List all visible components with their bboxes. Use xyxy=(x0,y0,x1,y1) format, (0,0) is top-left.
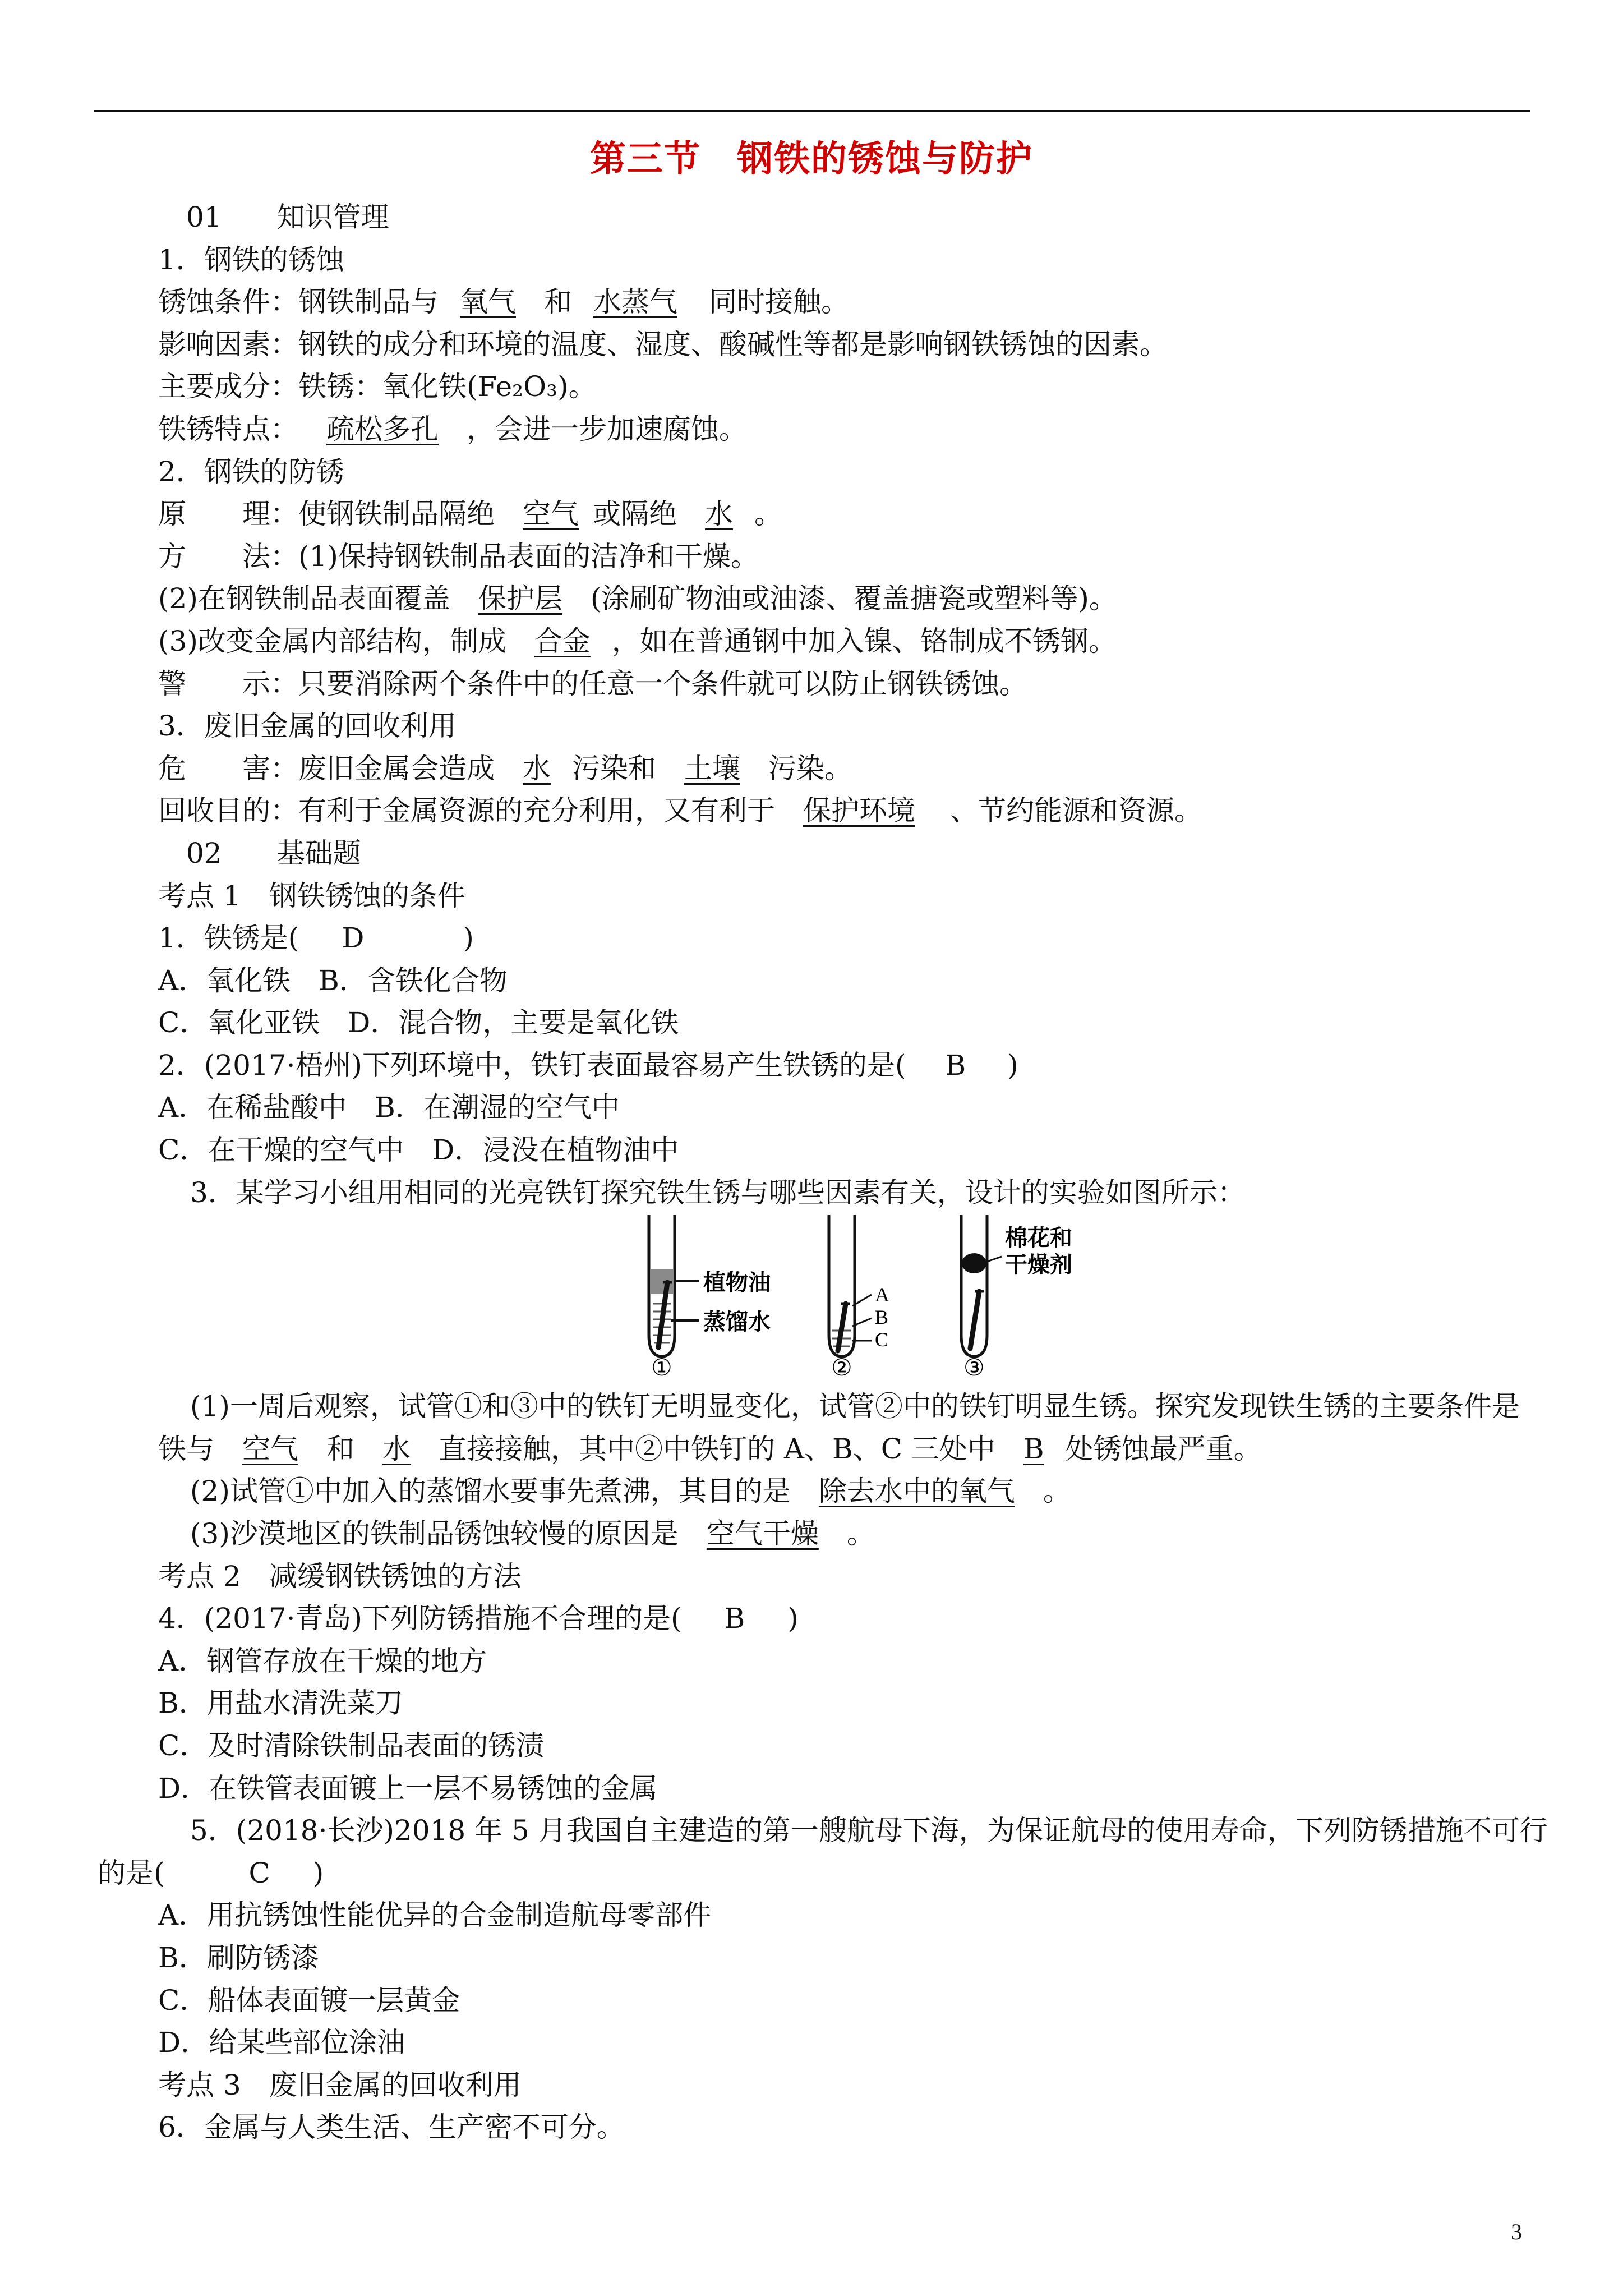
page-title xyxy=(0,130,1623,182)
answer-blank: B xyxy=(1023,1432,1044,1465)
cotton-desiccant xyxy=(962,1253,986,1273)
q3-part1-line2: 铁与 空气 和 水 直接接触，其中②中铁钉的 A、B、C 三处中 B 处锈蚀最严重。 xyxy=(158,1432,1262,1465)
answer-blank: 空气 xyxy=(242,1432,298,1465)
q5-option-a: A．用抗锈蚀性能优异的合金制造航母零部件 xyxy=(158,1899,712,1932)
q5-stem-1: 5．(2018·长沙)2018 年 5 月我国自主建造的第一艘航母下海，为保证航母的使用寿命，下列防锈措施不可行 xyxy=(190,1814,1548,1847)
q1-stem: 1．铁锈是( D ) xyxy=(158,922,474,955)
k3-purpose: 回收目的：有利于金属资源的充分利用，又有利于 保护环境 、节约能源和资源。 xyxy=(158,794,1202,827)
q4-option-d: D．在铁管表面镀上一层不易锈蚀的金属 xyxy=(158,1772,658,1805)
answer-blank: 水 xyxy=(523,752,551,785)
answer-blank: 水 xyxy=(382,1432,411,1465)
q1-options-2: C．氧化亚铁 D．混合物，主要是氧化铁 xyxy=(158,1006,679,1039)
answer-blank: 保护环境 xyxy=(803,794,915,827)
k1-rust-condition: 锈蚀条件：钢铁制品与 氧气 和 水蒸气 同时接触。 xyxy=(158,286,849,319)
q5-option-b: B．刷防锈漆 xyxy=(158,1941,319,1974)
kd1-heading: 考点 1 钢铁锈蚀的条件 xyxy=(158,879,465,912)
section-01-heading: 01 知识管理 xyxy=(186,201,389,233)
k2-method-1: 方 法：(1)保持钢铁制品表面的洁净和干燥。 xyxy=(158,540,759,573)
point-a-label: A xyxy=(875,1283,889,1306)
k1-feature: 铁锈特点： 疏松多孔 ，会进一步加速腐蚀。 xyxy=(158,412,747,445)
answer-blank: 保护层 xyxy=(478,582,562,615)
answer-blank: 水蒸气 xyxy=(593,286,677,319)
chapter-label: 第三节 xyxy=(590,139,701,180)
q3-stem: 3．某学习小组用相同的光亮铁钉探究铁生锈与哪些因素有关，设计的实验如图所示： xyxy=(190,1176,1246,1209)
tube-3-label: ③ xyxy=(963,1354,985,1378)
q3-part2: (2)试管①中加入的蒸馏水要事先煮沸，其目的是 除去水中的氧气 。 xyxy=(190,1475,1071,1508)
q2-answer: B xyxy=(945,1048,966,1082)
k2-principle: 原 理：使钢铁制品隔绝 空气 或隔绝 水 。 xyxy=(158,498,782,531)
answer-blank: 合金 xyxy=(534,624,591,657)
test-tube-figure xyxy=(158,1214,1532,1378)
point-b-label: B xyxy=(875,1306,889,1329)
q5-option-d: D．给某些部位涂油 xyxy=(158,2026,405,2059)
q4-answer: B xyxy=(724,1602,745,1635)
cotton-label-2: 干燥剂 xyxy=(1005,1252,1072,1278)
k3-harm: 危 害：废旧金属会造成 水 污染和 土壤 污染。 xyxy=(158,752,852,785)
q5-answer: C xyxy=(248,1856,270,1889)
q2-options-1: A．在稀盐酸中 B．在潮湿的空气中 xyxy=(158,1091,620,1124)
kd2-heading: 考点 2 减缓钢铁锈蚀的方法 xyxy=(158,1559,522,1593)
k2-warning: 警 示：只要消除两个条件中的任意一个条件就可以防止钢铁锈蚀。 xyxy=(158,667,1027,700)
oil-label: 植物油 xyxy=(703,1270,771,1296)
q5-stem-2: 的是( C ) xyxy=(98,1856,324,1889)
iron-nail xyxy=(970,1291,979,1349)
q2-stem: 2．(2017·梧州)下列环境中，铁钉表面最容易产生铁锈的是( B ) xyxy=(158,1048,1018,1082)
tube-1-label: ① xyxy=(651,1354,672,1378)
test-tube-diagram xyxy=(607,1214,1224,1378)
k1-heading: 1．钢铁的锈蚀 xyxy=(158,243,344,276)
kd3-heading: 考点 3 废旧金属的回收利用 xyxy=(158,2068,522,2101)
answer-blank: 水 xyxy=(705,498,733,531)
water-label: 蒸馏水 xyxy=(703,1309,771,1336)
answer-blank: 氧气 xyxy=(460,286,516,319)
q3-part1-line1: (1)一周后观察，试管①和③中的铁钉无明显变化，试管②中的铁钉明显生锈。探究发现铁生锈的主要条件是 xyxy=(190,1390,1520,1423)
section-title: 钢铁的锈蚀与防护 xyxy=(737,139,1033,180)
answer-blank: 除去水中的氧气 xyxy=(818,1475,1015,1508)
q2-options-2: C．在干燥的空气中 D．浸没在植物油中 xyxy=(158,1134,679,1167)
q4-stem: 4．(2017·青岛)下列防锈措施不合理的是( B ) xyxy=(158,1602,799,1635)
header-rule xyxy=(94,110,1530,112)
document-body xyxy=(98,196,1548,2149)
q4-option-c: C．及时清除铁制品表面的锈渍 xyxy=(158,1729,545,1762)
iron-nail xyxy=(838,1304,846,1351)
q1-answer: D xyxy=(342,922,365,955)
answer-blank: 疏松多孔 xyxy=(326,412,439,445)
test-tube-1 xyxy=(649,1215,699,1356)
k3-heading: 3．废旧金属的回收利用 xyxy=(158,710,457,743)
k1-factors: 影响因素：钢铁的成分和环境的温度、湿度、酸碱性等都是影响钢铁锈蚀的因素。 xyxy=(158,328,1168,361)
section-02-heading: 02 基础题 xyxy=(186,836,361,869)
answer-blank: 空气 xyxy=(523,498,579,531)
q3-part3: (3)沙漠地区的铁制品锈蚀较慢的原因是 空气干燥 。 xyxy=(190,1517,875,1550)
answer-blank: 空气干燥 xyxy=(706,1517,819,1550)
cotton-label-1: 棉花和 xyxy=(1005,1225,1072,1251)
k2-heading: 2．钢铁的防锈 xyxy=(158,455,344,488)
q4-option-a: A．钢管存放在干燥的地方 xyxy=(158,1644,487,1677)
test-tube-3 xyxy=(961,1215,1002,1356)
page-number: 3 xyxy=(1511,2219,1522,2244)
point-c-label: C xyxy=(875,1328,889,1351)
q6-stem: 6．金属与人类生活、生产密不可分。 xyxy=(158,2111,625,2144)
answer-blank: 土壤 xyxy=(684,752,740,785)
q4-option-b: B．用盐水清洗菜刀 xyxy=(158,1687,403,1720)
q5-option-c: C．船体表面镀一层黄金 xyxy=(158,1984,460,2017)
k1-main-component: 主要成分：铁锈：氧化铁(Fe₂O₃)。 xyxy=(158,370,597,403)
tube-2-label: ② xyxy=(831,1354,852,1378)
test-tube-2 xyxy=(829,1215,872,1356)
q1-options-1: A．氧化铁 B．含铁化合物 xyxy=(158,964,508,997)
k2-method-2: (2)在钢铁制品表面覆盖 保护层 (涂刷矿物油或油漆、覆盖搪瓷或塑料等)。 xyxy=(158,582,1117,615)
k2-method-3: (3)改变金属内部结构，制成 合金 ，如在普通钢中加入镍、铬制成不锈钢。 xyxy=(158,624,1117,657)
